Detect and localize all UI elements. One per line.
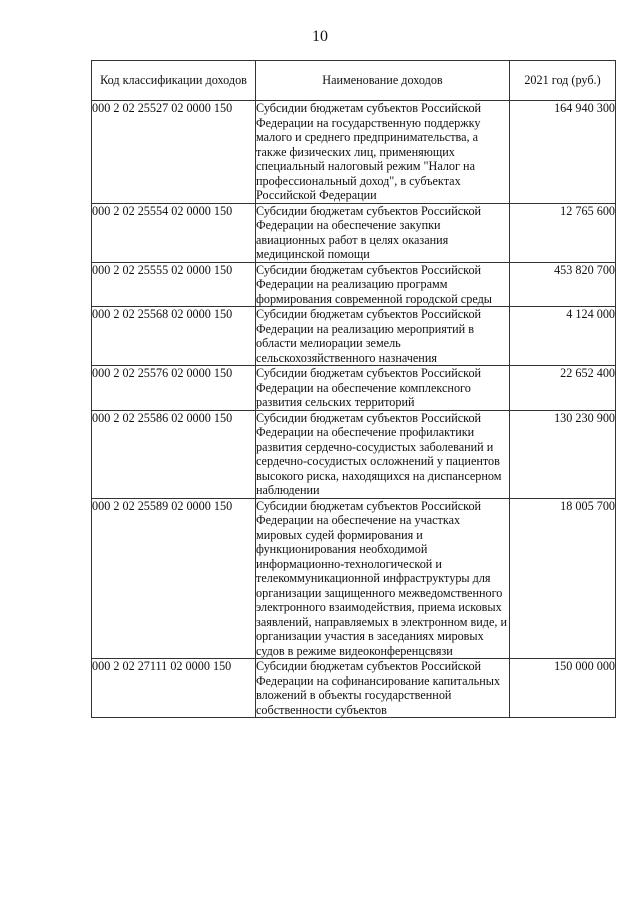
table-row: [92, 262, 616, 307]
table-row: [92, 659, 616, 718]
classification-code: 000 2 02 25554 02 0000 150: [92, 203, 256, 262]
classification-code: 000 2 02 27111 02 0000 150: [92, 659, 256, 718]
classification-code: 000 2 02 25568 02 0000 150: [92, 307, 256, 366]
classification-code: 000 2 02 25527 02 0000 150: [92, 101, 256, 204]
income-amount: 4 124 000: [510, 307, 616, 366]
income-name: Субсидии бюджетам субъектов Российской Федерации на реализацию мероприятий в области мелиорации земель сельскохозяйственного назначения: [256, 307, 510, 366]
classification-code: 000 2 02 25555 02 0000 150: [92, 262, 256, 307]
classification-code: 000 2 02 25589 02 0000 150: [92, 498, 256, 659]
income-amount: 12 765 600: [510, 203, 616, 262]
income-amount: 150 000 000: [510, 659, 616, 718]
page-number: 10: [312, 28, 328, 45]
income-name: Субсидии бюджетам субъектов Российской Федерации на реализацию программ формирования современной городской среды: [256, 262, 510, 307]
header-code: Код классификации доходов: [92, 61, 256, 101]
table-row: [92, 410, 616, 498]
table-row: [92, 366, 616, 411]
table-header-row: [92, 61, 616, 101]
income-amount: 22 652 400: [510, 366, 616, 411]
income-amount: 453 820 700: [510, 262, 616, 307]
table-row: [92, 307, 616, 366]
income-table: [91, 60, 616, 718]
income-name: Субсидии бюджетам субъектов Российской Федерации на государственную поддержку малого и среднего предпринимательства, а также физических лиц, применяющих специальный налоговый режим "Налог на профессиональный доход", в субъектах Российской Федерации: [256, 101, 510, 204]
income-name: Субсидии бюджетам субъектов Российской Федерации на обеспечение закупки авиационных работ в целях оказания медицинской помощи: [256, 203, 510, 262]
income-name: Субсидии бюджетам субъектов Российской Федерации на софинансирование капитальных вложений в объекты государственной собственности субъектов: [256, 659, 510, 718]
income-amount: 18 005 700: [510, 498, 616, 659]
income-name: Субсидии бюджетам субъектов Российской Федерации на обеспечение на участках мировых судей формирования и функционирования необходимой информационно-технологической и телекоммуникационной инфраструктуры для организации защищенного межведомственного электронного взаимодействия, приема исковых заявлений, направляемых в электронном виде, и организации участия в заседаниях мировых судов в режиме видеоконференцсвязи: [256, 498, 510, 659]
table-row: [92, 203, 616, 262]
classification-code: 000 2 02 25576 02 0000 150: [92, 366, 256, 411]
header-name: Наименование доходов: [256, 61, 510, 101]
table-row: [92, 101, 616, 204]
table-row: [92, 498, 616, 659]
classification-code: 000 2 02 25586 02 0000 150: [92, 410, 256, 498]
income-amount: 130 230 900: [510, 410, 616, 498]
income-amount: 164 940 300: [510, 101, 616, 204]
income-name: Субсидии бюджетам субъектов Российской Федерации на обеспечение комплексного развития сельских территорий: [256, 366, 510, 411]
header-amount: 2021 год (руб.): [510, 61, 616, 101]
income-name: Субсидии бюджетам субъектов Российской Федерации на обеспечение профилактики развития сердечно-сосудистых заболеваний и сердечно-сосудистых осложнений у пациентов высокого риска, находящихся на диспансерном наблюдении: [256, 410, 510, 498]
